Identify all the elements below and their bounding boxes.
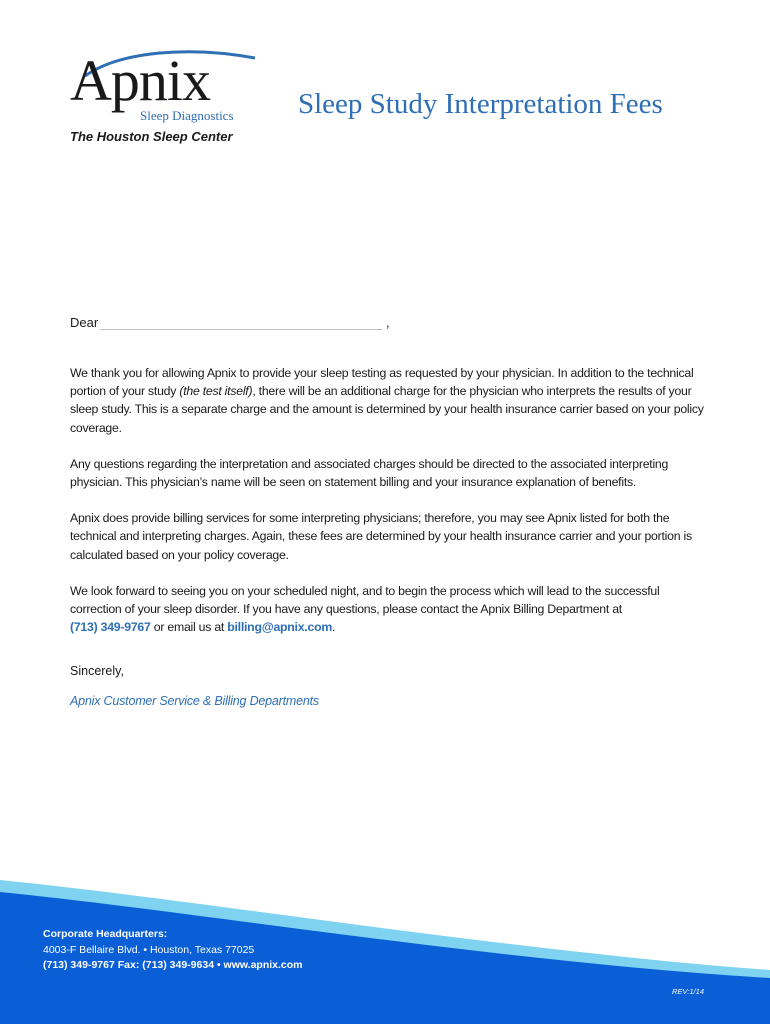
recipient-name-line[interactable] [100,329,382,330]
apnix-logo [70,48,270,123]
tagline: The Houston Sleep Center [70,129,233,144]
footer-contact [43,927,303,974]
paragraph-1-text-a: We thank you for allowing Apnix to provide your sleep testing as requested by your physician. In addition to the technical portion of your study [70,366,694,399]
hq-contact: (713) 349-9767 Fax: (713) 349-9634 • www.apnix.com [43,959,303,971]
salutation-comma: , [386,315,390,330]
billing-phone-link[interactable]: (713) 349-9767 [70,620,151,635]
paragraph-1 [70,364,710,437]
paragraph-4 [70,582,710,637]
revision-label: REV:1/14 [672,987,704,996]
paragraph-4-text-c: . [332,620,336,635]
letter-body [70,364,710,654]
salutation-dear: Dear [70,315,99,330]
billing-email-link[interactable]: billing@apnix.com [227,620,333,635]
logo-wordmark: Apnix [70,48,210,113]
paragraph-2: Any questions regarding the interpretation and associated charges should be directed to the associated interpreting physician. This physician’s name will be seen on statement billing and your insurance explanation of benefits. [70,456,669,490]
hq-title: Corporate Headquarters: [43,928,168,940]
paragraph-3: Apnix does provide billing services for some interpreting physicians; therefore, you may see Apnix listed for both the technical and interpreting charges. Again, these fees are determined by your health insurance carrier and your portion is calculated based on your policy coverage. [70,511,692,562]
hq-address: 4003-F Bellaire Blvd. • Houston, Texas 77025 [43,943,255,956]
closing: Sincerely, [70,664,124,678]
paragraph-4-text-b: or email us at [150,620,228,635]
document-title: Sleep Study Interpretation Fees [298,88,663,120]
signature: Apnix Customer Service & Billing Departments [70,694,319,708]
paragraph-1-emphasis: (the test itself) [179,384,253,399]
logo-subtitle: Sleep Diagnostics [140,108,234,123]
paragraph-1-text-b: , there will be an additional charge for the physician who interprets the results of your sleep study. This is a separate charge and the amount is determined by your health insurance carrier based on your policy coverage. [70,384,704,435]
paragraph-4-text-a: We look forward to seeing you on your scheduled night, and to begin the process which will lead to the successful correction of your sleep disorder. If you have any questions, please contact the Apnix Billing Department at [70,583,660,617]
